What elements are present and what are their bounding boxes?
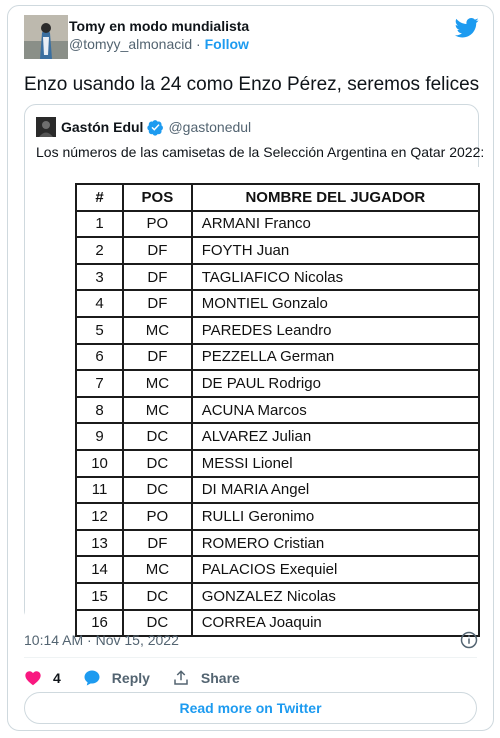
player-name-cell: GONZALEZ Nicolas: [192, 583, 479, 610]
player-number-cell: 3: [76, 264, 123, 291]
player-name-cell: TAGLIAFICO Nicolas: [192, 264, 479, 291]
table-row: [76, 583, 479, 610]
player-name-cell: RULLI Geronimo: [192, 503, 479, 530]
player-name-cell: DI MARIA Angel: [192, 477, 479, 504]
player-position-cell: MC: [123, 397, 192, 424]
reply-label: Reply: [111, 670, 150, 686]
table-row: [76, 211, 479, 238]
quoted-avatar: [36, 117, 56, 137]
header-number: #: [76, 184, 123, 211]
action-bar: [24, 667, 262, 689]
table-row: [76, 556, 479, 583]
player-number-cell: 13: [76, 530, 123, 557]
tweet-card: [7, 5, 494, 731]
read-more-button[interactable]: Read more on Twitter: [24, 692, 477, 724]
player-position-cell: MC: [123, 370, 192, 397]
verified-badge-icon: [147, 119, 164, 136]
tweet-timestamp[interactable]: 10:14 AM · Nov 15, 2022: [24, 632, 179, 648]
quoted-tweet[interactable]: [24, 104, 485, 632]
player-position-cell: DF: [123, 264, 192, 291]
player-number-cell: 5: [76, 317, 123, 344]
roster-header-row: [76, 184, 479, 211]
roster-body: [76, 211, 479, 637]
author-handle-line: [69, 35, 249, 54]
like-button[interactable]: [24, 669, 61, 687]
player-number-cell: 1: [76, 211, 123, 238]
author-handle[interactable]: @tomyy_almonacid: [69, 36, 193, 52]
header-player-name: NOMBRE DEL JUGADOR: [192, 184, 479, 211]
quoted-author-handle: @gastonedul: [168, 119, 252, 135]
author-name[interactable]: Tomy en modo mundialista: [69, 18, 250, 34]
author-block: [69, 18, 249, 54]
twitter-bird-icon[interactable]: [455, 18, 479, 38]
table-row: [76, 450, 479, 477]
player-position-cell: PO: [123, 503, 192, 530]
player-name-cell: FOYTH Juan: [192, 237, 479, 264]
player-number-cell: 15: [76, 583, 123, 610]
player-position-cell: DC: [123, 450, 192, 477]
table-row: [76, 264, 479, 291]
separator-dot: ·: [196, 36, 201, 52]
player-position-cell: DC: [123, 477, 192, 504]
player-name-cell: ACUNA Marcos: [192, 397, 479, 424]
player-number-cell: 4: [76, 290, 123, 317]
table-row: [76, 530, 479, 557]
player-name-cell: PALACIOS Exequiel: [192, 556, 479, 583]
divider: [24, 657, 477, 658]
player-name-cell: MESSI Lionel: [192, 450, 479, 477]
reply-bubble-icon: [83, 669, 101, 687]
table-row: [76, 477, 479, 504]
table-row: [76, 423, 479, 450]
player-name-cell: DE PAUL Rodrigo: [192, 370, 479, 397]
player-number-cell: 12: [76, 503, 123, 530]
player-name-cell: PEZZELLA German: [192, 344, 479, 371]
player-name-cell: ALVAREZ Julian: [192, 423, 479, 450]
table-row: [76, 397, 479, 424]
roster-table: [75, 183, 480, 637]
share-label: Share: [200, 670, 240, 686]
player-number-cell: 6: [76, 344, 123, 371]
table-row: [76, 290, 479, 317]
player-number-cell: 2: [76, 237, 123, 264]
quoted-author-name: Gastón Edul: [61, 119, 144, 135]
player-position-cell: MC: [123, 556, 192, 583]
player-number-cell: 9: [76, 423, 123, 450]
reply-button[interactable]: [83, 669, 150, 687]
player-name-cell: CORREA Joaquin: [192, 610, 479, 637]
table-row: [76, 370, 479, 397]
info-icon[interactable]: [460, 631, 478, 649]
player-number-cell: 16: [76, 610, 123, 637]
player-name-cell: PAREDES Leandro: [192, 317, 479, 344]
player-number-cell: 10: [76, 450, 123, 477]
like-count: 4: [53, 670, 61, 686]
share-button[interactable]: [172, 669, 240, 687]
table-row: [76, 237, 479, 264]
player-position-cell: DC: [123, 423, 192, 450]
player-number-cell: 11: [76, 477, 123, 504]
share-icon: [172, 669, 190, 687]
quoted-text: Los números de las camisetas de la Selección Argentina en Qatar 2022:: [36, 144, 485, 160]
header-position: POS: [123, 184, 192, 211]
player-position-cell: DF: [123, 290, 192, 317]
player-position-cell: MC: [123, 317, 192, 344]
player-name-cell: ROMERO Cristian: [192, 530, 479, 557]
table-row: [76, 503, 479, 530]
follow-link[interactable]: Follow: [204, 36, 249, 52]
player-position-cell: DC: [123, 610, 192, 637]
player-position-cell: DF: [123, 344, 192, 371]
heart-icon: [24, 669, 42, 687]
table-row: [76, 317, 479, 344]
player-number-cell: 14: [76, 556, 123, 583]
author-avatar[interactable]: [24, 15, 68, 59]
player-number-cell: 8: [76, 397, 123, 424]
player-name-cell: ARMANI Franco: [192, 211, 479, 238]
player-position-cell: DF: [123, 530, 192, 557]
table-row: [76, 344, 479, 371]
player-name-cell: MONTIEL Gonzalo: [192, 290, 479, 317]
tweet-text: Enzo usando la 24 como Enzo Pérez, seremos felices: [24, 74, 480, 95]
player-position-cell: DF: [123, 237, 192, 264]
quoted-media-image[interactable]: [25, 167, 480, 632]
player-position-cell: PO: [123, 211, 192, 238]
player-number-cell: 7: [76, 370, 123, 397]
quoted-header: [36, 117, 251, 137]
player-position-cell: DC: [123, 583, 192, 610]
